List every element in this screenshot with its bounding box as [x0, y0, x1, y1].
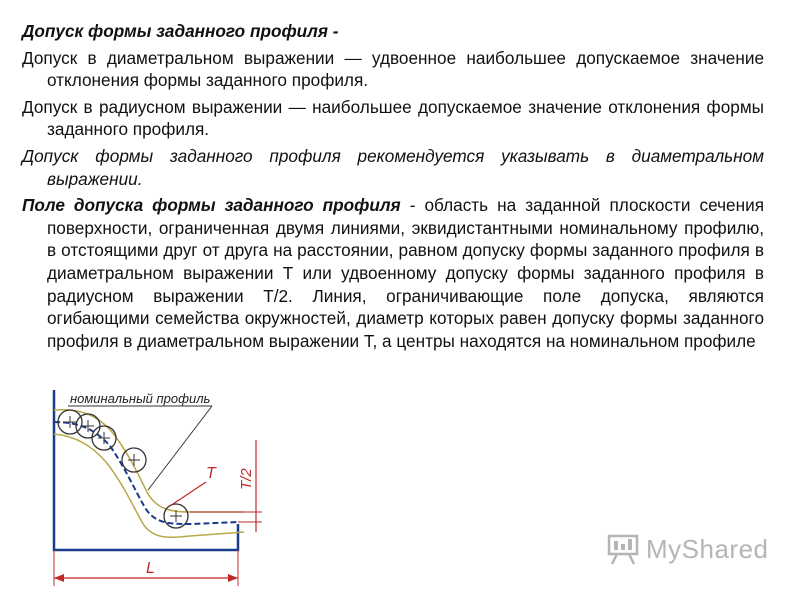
label-L: L	[146, 560, 155, 577]
para-recommend: Допуск формы заданного профиля рекомендуется указывать в диаметральном выражении.	[22, 145, 764, 189]
dim-T-line	[170, 482, 206, 506]
label-T: T	[206, 465, 216, 482]
tolerance-boundary-lower	[54, 434, 244, 537]
watermark	[606, 532, 769, 566]
dim-L-arrow-left	[54, 574, 64, 582]
label-T2: T/2	[238, 468, 255, 490]
tolerance-boundary-upper	[54, 410, 244, 512]
para-diametral: Допуск в диаметральном выражении — удвоенное наибольшее допускаемое значение отклонения формы заданного профиля.	[22, 47, 764, 91]
text-block	[22, 20, 764, 356]
watermark-text: MyShared	[646, 533, 769, 564]
para-radial: Допуск в радиусном выражении — наибольшее допускаемое значение отклонения формы заданного профиля.	[22, 96, 764, 140]
para-field	[22, 194, 764, 352]
label-nominal-profile: номинальный профиль	[70, 391, 211, 406]
presentation-board-icon	[606, 532, 640, 566]
dim-L-arrow-right	[228, 574, 238, 582]
heading-text: Допуск формы заданного профиля -	[22, 21, 339, 41]
label-leader	[148, 406, 212, 490]
field-term: Поле допуска формы заданного профиля	[22, 195, 401, 216]
field-definition: - область на заданной плоскости сечения поверхности, ограниченная двумя линиями, эквидистантными номинальному профилю, в отстоящими друг от друга на расстоянии, равном допуску формы заданного профиля в диаметральном выражении Т или удвоенному допуску формы заданного профиля в радиусном выражении Т/2. Линия, ограничивающие поле допуска, являются огибающими семейства окружностей, диаметр которых равен допуску формы заданного профиля в диаметральном выражении Т, а центры находятся на номинальном профиле	[47, 195, 765, 351]
tolerance-diagram	[30, 382, 270, 594]
heading	[22, 20, 764, 43]
